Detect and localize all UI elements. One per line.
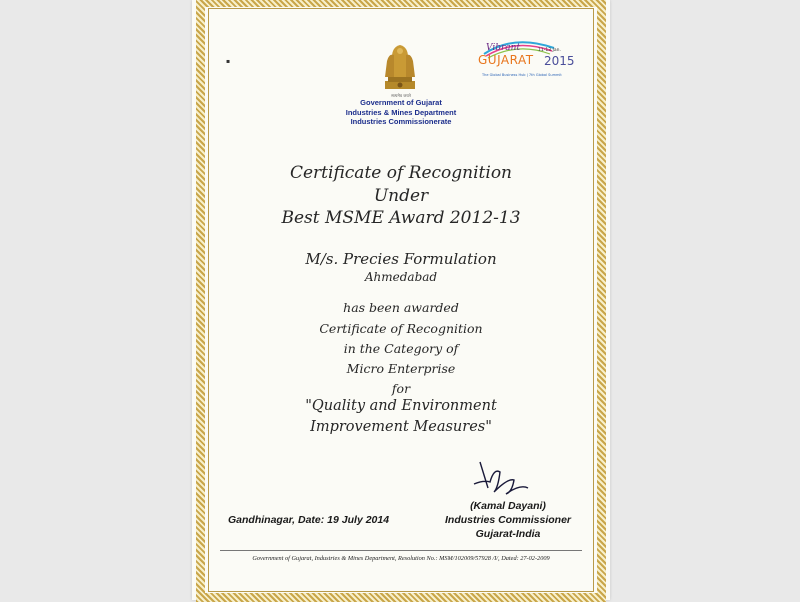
award-reason-line2: Improvement Measures" <box>310 419 492 435</box>
footer-divider <box>220 550 582 551</box>
gov-line: Government of Gujarat <box>360 98 442 107</box>
national-emblem-icon <box>377 37 423 92</box>
award-name: Best MSME Award 2012-13 <box>281 208 521 228</box>
recipient-name: M/s. Precies Formulation <box>305 250 497 268</box>
signatory-name: (Kamal Dayani) <box>470 500 546 512</box>
award-reason-line1: "Quality and Environment <box>305 398 497 414</box>
logo-vibrant-text: Vibrant <box>486 43 521 53</box>
logo-year: 2015 <box>544 54 575 68</box>
award-statement: has been awarded <box>343 300 459 315</box>
logo-tagline: The Global Business Hub | 7th Global Summit <box>482 73 562 77</box>
signature-icon <box>468 458 538 502</box>
department-line: Industries & Mines Department <box>345 107 457 117</box>
category-intro: in the Category of <box>343 341 459 356</box>
logo-gujarat-text: GUJARAT <box>478 53 534 67</box>
stray-mark: ▪ <box>226 58 231 65</box>
award-type: Certificate of Recognition <box>319 321 483 336</box>
place-and-date: Gandhinagar, Date: 19 July 2014 <box>228 514 390 526</box>
issuing-authority <box>192 98 610 127</box>
category-name: Micro Enterprise <box>346 361 456 376</box>
resolution-reference: Government of Gujarat, Industries & Mines Department, Resolution No.: MSM/102009/57928 /I/, Dated: 27-02-2009 <box>252 555 550 562</box>
certificate-document <box>192 0 610 600</box>
certificate-title-under: Under <box>373 186 429 206</box>
logo-dates: 11-13 Jan. <box>538 48 561 53</box>
signatory-title: Industries Commissioner <box>444 514 572 526</box>
commissionerate-line: Industries Commissionerate <box>350 117 452 126</box>
recipient-city: Ahmedabad <box>364 270 438 284</box>
certificate-title: Certificate of Recognition <box>289 163 513 183</box>
for-label: for <box>391 381 411 396</box>
signatory-place: Gujarat-India <box>475 528 541 540</box>
vibrant-gujarat-logo <box>474 36 586 92</box>
emblem-motto: सत्यमेव जयते <box>391 93 411 98</box>
